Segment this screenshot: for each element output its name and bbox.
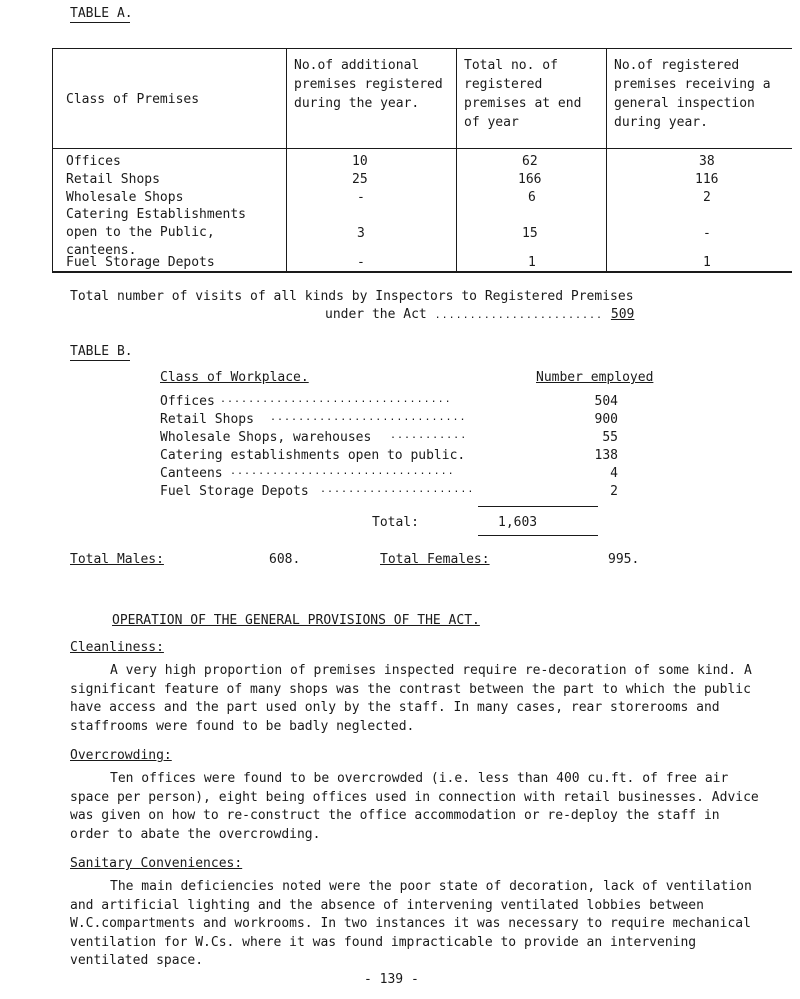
table-a-row-wholesale-additional: - bbox=[357, 190, 365, 205]
table-a-row-retail-inspected: 116 bbox=[695, 172, 719, 187]
visits-under-act: under the Act bbox=[325, 307, 427, 322]
cleanliness-paragraph: A very high proportion of premises inspected require re-decoration of some kind. A significant feature of many shops was the contrast between the part to which the public have access and the part used only by the staff. In many cases, rear storerooms and staffrooms were found to be badly neglected. bbox=[70, 663, 752, 734]
table-a-row-wholesale-class: Wholesale Shops bbox=[66, 190, 184, 205]
table-b-row-dots: ............................ bbox=[270, 412, 467, 423]
table-a-row-catering-class: Catering Establishments open to the Public, canteens. bbox=[66, 207, 247, 258]
table-b-row-dots: ........... bbox=[390, 430, 468, 441]
table-b-row-label: Canteens bbox=[160, 466, 223, 481]
table-b-row-label: Fuel Storage Depots bbox=[160, 484, 309, 499]
table-b-row bbox=[160, 412, 660, 430]
table-a-col-divider-2 bbox=[456, 48, 457, 272]
total-females-value: 995. bbox=[608, 552, 640, 567]
table-a-row-retail-additional: 25 bbox=[352, 172, 368, 187]
table-b-label: TABLE B. bbox=[70, 344, 133, 359]
table-b-row bbox=[160, 430, 660, 448]
table-b-row-value: 4 bbox=[610, 466, 618, 481]
sanitary-heading: Sanitary Conveniences: bbox=[70, 856, 243, 871]
table-b-row-value: 55 bbox=[602, 430, 618, 445]
table-a-header-border bbox=[52, 148, 792, 149]
table-a-header-additional: No.of additional premises registered during the year. bbox=[294, 58, 443, 111]
visits-total-value: 509 bbox=[610, 307, 635, 322]
table-b-col-class-heading: Class of Workplace. bbox=[160, 370, 309, 385]
table-b-row-value: 900 bbox=[594, 412, 618, 427]
table-a-row-retail-total: 166 bbox=[518, 172, 542, 187]
table-b-total-label: Total: bbox=[372, 515, 419, 530]
table-b-total-rule bbox=[478, 535, 598, 536]
table-b-row-dots: ................................. bbox=[220, 394, 452, 405]
table-b-row-value: 138 bbox=[594, 448, 618, 463]
table-a-row-catering-total: 15 bbox=[522, 226, 538, 241]
visits-line-1: Total number of visits of all kinds by Inspectors to Registered Premises bbox=[70, 289, 634, 304]
table-a-row-retail-class: Retail Shops bbox=[66, 172, 160, 187]
table-a-row-fuel-total: 1 bbox=[528, 255, 536, 270]
table-a-header-inspected: No.of registered premises receiving a general inspection during year. bbox=[614, 58, 771, 130]
table-a-col-divider-1 bbox=[286, 48, 287, 272]
table-a-row-fuel-class: Fuel Storage Depots bbox=[66, 255, 215, 270]
table-b-row bbox=[160, 394, 660, 412]
table-a-row-catering-inspected: - bbox=[703, 226, 711, 241]
table-b-total-value: 1,603 bbox=[498, 515, 538, 530]
table-a-row-catering-additional: 3 bbox=[357, 226, 365, 241]
visits-dots: ........................ bbox=[434, 310, 604, 321]
table-a-label-underline bbox=[70, 22, 130, 23]
table-a-row-offices-additional: 10 bbox=[352, 154, 368, 169]
visits-line-2 bbox=[325, 307, 634, 322]
table-b-row bbox=[160, 448, 660, 466]
table-b-row bbox=[160, 466, 660, 484]
table-b-row-value: 504 bbox=[594, 394, 618, 409]
table-b-col-employed-heading: Number employed bbox=[536, 370, 654, 385]
table-b-label-underline bbox=[70, 360, 130, 361]
table-a-row-offices-inspected: 38 bbox=[699, 154, 715, 169]
table-a bbox=[52, 48, 792, 272]
table-a-row-wholesale-total: 6 bbox=[528, 190, 536, 205]
table-b-row-dots: ................................ bbox=[230, 466, 455, 477]
table-b-sum-rule bbox=[478, 506, 598, 507]
total-males-value: 608. bbox=[269, 552, 301, 567]
table-a-header-total: Total no. of registered premises at end of year bbox=[464, 58, 582, 130]
table-b-row-dots: ...................... bbox=[320, 484, 475, 495]
table-a-top-border bbox=[52, 48, 792, 49]
table-a-col-divider-3 bbox=[606, 48, 607, 272]
table-b-row-label: Offices bbox=[160, 394, 215, 409]
table-a-row-offices-total: 62 bbox=[522, 154, 538, 169]
table-a-row-fuel-inspected: 1 bbox=[703, 255, 711, 270]
total-females-label: Total Females: bbox=[380, 552, 490, 567]
table-b-row bbox=[160, 484, 660, 502]
table-a-row-fuel-additional: - bbox=[357, 255, 365, 270]
table-a-row-offices-class: Offices bbox=[66, 154, 121, 169]
page-number: - 139 - bbox=[364, 972, 419, 987]
operation-title: OPERATION OF THE GENERAL PROVISIONS OF THE ACT. bbox=[112, 613, 480, 628]
cleanliness-heading: Cleanliness: bbox=[70, 640, 164, 655]
total-males-label: Total Males: bbox=[70, 552, 164, 567]
overcrowding-paragraph: Ten offices were found to be overcrowded (i.e. less than 400 cu.ft. of free air space per person), eight being offices used in connection with retail businesses. Advice was given on how to re-construct the office accommodation or re-deploy the staff in order to abate the overcrowding. bbox=[70, 771, 759, 842]
table-a-row-wholesale-inspected: 2 bbox=[703, 190, 711, 205]
overcrowding-heading: Overcrowding: bbox=[70, 748, 172, 763]
table-a-label: TABLE A. bbox=[70, 6, 133, 21]
table-b-row-label: Retail Shops bbox=[160, 412, 254, 427]
sanitary-paragraph: The main deficiencies noted were the poor state of decoration, lack of ventilation and artificial lighting and the absence of intervening ventilated lobbies between W.C.compartments and workrooms. In two instances it was necessary to require mechanical ventilation for W.Cs. where it was found impracticable to provide an intervening ventilated space. bbox=[70, 879, 752, 968]
table-b-row-label: Catering establishments open to public. bbox=[160, 448, 466, 463]
table-a-left-border bbox=[52, 48, 53, 272]
table-b-row-label: Wholesale Shops, warehouses bbox=[160, 430, 372, 445]
table-a-header-class: Class of Premises bbox=[66, 92, 200, 107]
table-b-row-value: 2 bbox=[610, 484, 618, 499]
